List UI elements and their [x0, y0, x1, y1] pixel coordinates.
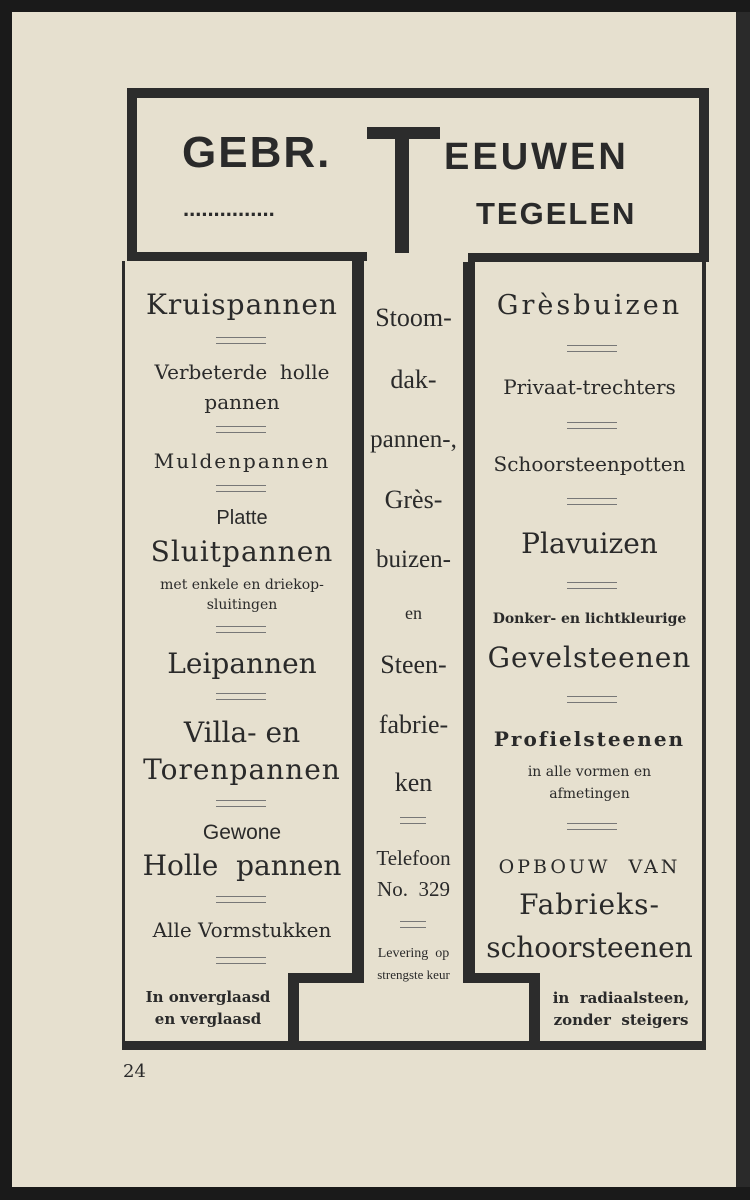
t-stem	[395, 127, 409, 253]
mid-stoom: Stoom-	[375, 303, 452, 332]
right-fabrieks: Fabrieks-	[519, 888, 660, 921]
left-verglaasd: en verglaasd	[154, 1010, 262, 1028]
mid-ken: ken	[394, 768, 433, 797]
base-bottom	[122, 1041, 706, 1050]
right-gresbuizen: Grèsbuizen	[496, 290, 683, 321]
right-gevelsteenen: Gevelsteenen	[487, 641, 692, 674]
mid-en: en	[405, 603, 422, 623]
divider	[567, 422, 617, 429]
frame-header-right	[699, 88, 709, 256]
base-left-post	[288, 973, 299, 1049]
left-sluitingen: sluitingen	[206, 597, 278, 613]
mid-steen: Steen-	[380, 650, 447, 679]
frame-top	[127, 88, 709, 98]
mid-buizen: buizen-	[376, 546, 451, 573]
right-donker: Donker- en lichtkleurige	[492, 611, 687, 627]
divider	[567, 823, 617, 830]
left-gewone: Gewone	[202, 821, 282, 844]
page-number: 24	[123, 1061, 146, 1082]
left-muldenpannen: Muldenpannen	[153, 449, 331, 473]
divider	[216, 896, 266, 903]
frame-header-bottom-left	[127, 252, 367, 261]
mid-fabrie: fabrie-	[378, 710, 449, 739]
frame-left-outer	[122, 261, 125, 1047]
left-leipannen: Leipannen	[167, 647, 317, 680]
right-plavuizen: Plavuizen	[521, 527, 658, 560]
mid-phone-number: No. 329	[377, 877, 450, 901]
divider	[216, 626, 266, 633]
right-schoorsteenpotten: Schoorsteenpotten	[493, 452, 686, 476]
title-eeuwen: EEUWEN	[444, 136, 629, 178]
mid-gres: Grès-	[384, 485, 443, 514]
left-platte: Platte	[216, 507, 268, 529]
divider	[216, 800, 266, 807]
left-alle-vormstukken: Alle Vormstukken	[152, 918, 332, 942]
left-kruispannen: Kruispannen	[146, 288, 338, 321]
divider	[567, 696, 617, 703]
header-dots: ...............	[183, 196, 275, 221]
divider	[216, 337, 266, 344]
book-edge	[736, 12, 750, 1187]
divider	[216, 957, 266, 964]
title-gebr: GEBR.	[182, 128, 332, 177]
divider	[216, 426, 266, 433]
divider	[567, 582, 617, 589]
frame-header-bottom-right	[468, 253, 709, 262]
left-pannen: pannen	[204, 390, 280, 414]
divider	[567, 345, 617, 352]
mid-levering: Levering op	[377, 946, 450, 961]
frame-right-inner	[463, 262, 475, 974]
base-right-post	[529, 973, 540, 1049]
divider	[567, 498, 617, 505]
right-profielsteenen: Profielsteenen	[493, 727, 686, 751]
mid-strengste-keur: strengste keur	[377, 967, 450, 982]
divider	[216, 485, 266, 492]
right-alle-vormen: in alle vormen en	[527, 764, 652, 780]
base-left-step	[288, 973, 364, 983]
right-schoorsteenen: schoorsteenen	[486, 931, 693, 964]
right-radiaalsteen: in radiaalsteen,	[552, 989, 690, 1007]
frame-header-left	[127, 88, 137, 252]
right-afmetingen: afmetingen	[549, 786, 630, 802]
divider	[216, 693, 266, 700]
divider	[400, 817, 426, 824]
right-zonder-steigers: zonder steigers	[553, 1011, 689, 1029]
divider	[400, 921, 426, 928]
left-met-enkele: met enkele en driekop-	[160, 577, 324, 593]
city-tegelen: TEGELEN	[476, 196, 637, 231]
right-privaat-trechters: Privaat-trechters	[503, 375, 676, 399]
left-verbeterde: Verbeterde holle	[154, 360, 330, 384]
mid-telefoon: Telefoon	[376, 846, 451, 870]
mid-pannen: pannen-,	[370, 426, 457, 453]
right-opbouw-van: OPBOUW VAN	[498, 856, 681, 878]
left-holle-pannen: Holle pannen	[142, 849, 342, 882]
left-torenpannen: Torenpannen	[143, 753, 341, 786]
left-villa: Villa- en	[183, 716, 301, 749]
mid-dak: dak-	[390, 365, 437, 394]
left-onverglaasd: In onverglaasd	[145, 988, 271, 1006]
frame-right-outer	[702, 262, 706, 1047]
left-sluitpannen: Sluitpannen	[150, 535, 334, 568]
